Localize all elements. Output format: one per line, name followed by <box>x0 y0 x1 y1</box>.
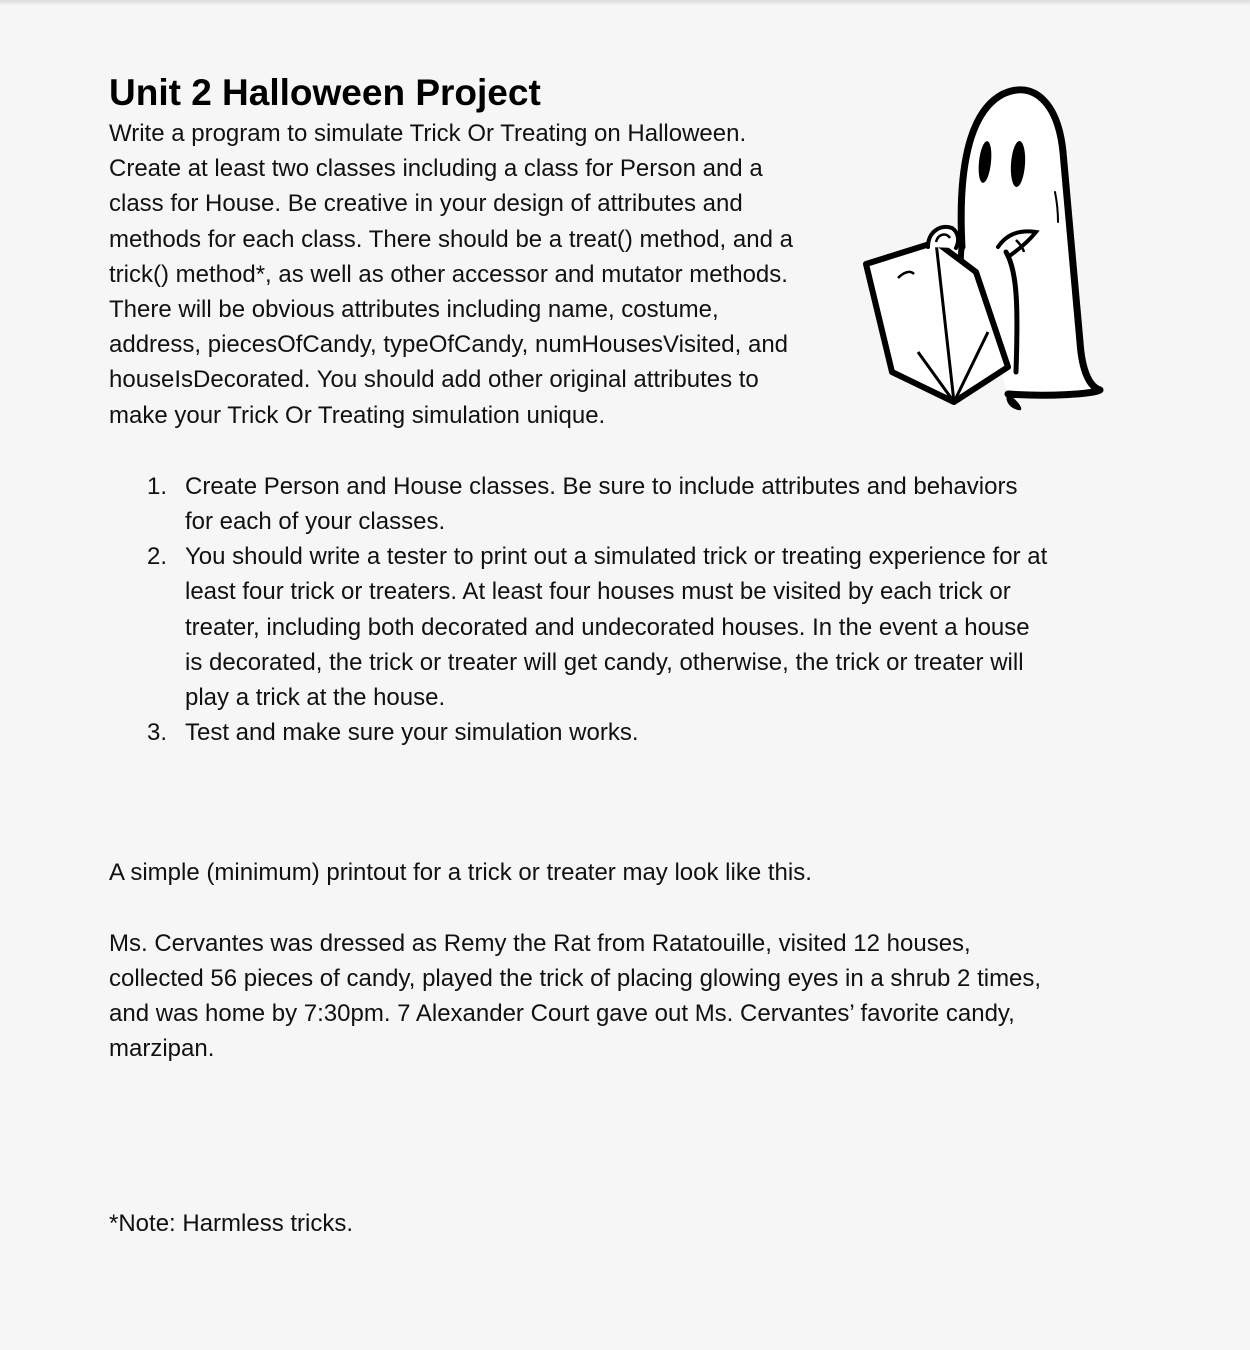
step-line: is decorated, the trick or treater will get candy, otherwise, the trick or treater will <box>185 648 1024 676</box>
step-item-1 <box>109 469 1119 539</box>
step-item-3 <box>109 715 1119 750</box>
ghost-with-candy-bag-icon <box>858 82 1108 417</box>
sample-line: collected 56 pieces of candy, played the trick of placing glowing eyes in a shrub 2 times, <box>109 964 1042 992</box>
sample-line: marzipan. <box>109 1035 215 1063</box>
sample-line: and was home by 7:30pm. 7 Alexander Court gave out Ms. Cervantes’ favorite candy, <box>109 1000 1015 1028</box>
step-line: Create Person and House classes. Be sure to include attributes and behaviors <box>185 472 1018 500</box>
step-line: play a trick at the house. <box>185 684 446 712</box>
footnote: *Note: Harmless tricks. <box>109 1210 354 1238</box>
page-top-shadow <box>0 0 1250 6</box>
intro-line: trick() method*, as well as other accessor and mutator methods. <box>109 260 788 288</box>
intro-line: Write a program to simulate Trick Or Treating on Halloween. <box>109 120 747 147</box>
steps-list <box>109 469 1119 751</box>
page-title: Unit 2 Halloween Project <box>109 72 541 113</box>
step-number: 3. <box>147 719 168 747</box>
intro-line: address, piecesOfCandy, typeOfCandy, numHousesVisited, and <box>109 331 789 359</box>
intro-line: make your Trick Or Treating simulation unique. <box>109 401 606 429</box>
step-line: least four trick or treaters. At least four houses must be visited by each trick or <box>185 578 1011 606</box>
intro-line: Create at least two classes including a class for Person and a <box>109 155 763 183</box>
step-number: 1. <box>147 472 168 500</box>
intro-paragraph <box>109 116 859 433</box>
intro-line: methods for each class. There should be a treat() method, and a <box>109 225 793 253</box>
sample-intro: A simple (minimum) printout for a trick or treater may look like this. <box>109 859 812 887</box>
sample-line: Ms. Cervantes was dressed as Remy the Rat from Ratatouille, visited 12 houses, <box>109 929 971 957</box>
sample-output-paragraph <box>109 926 1119 1067</box>
intro-line: houseIsDecorated. You should add other original attributes to <box>109 366 759 394</box>
step-number: 2. <box>147 543 168 571</box>
step-line: You should write a tester to print out a simulated trick or treating experience for at <box>185 543 1048 571</box>
step-line: for each of your classes. <box>185 508 446 536</box>
step-item-2 <box>109 539 1119 715</box>
intro-line: There will be obvious attributes including name, costume, <box>109 296 719 324</box>
intro-line: class for House. Be creative in your design of attributes and <box>109 190 743 218</box>
step-line: Test and make sure your simulation works. <box>185 719 639 747</box>
step-line: treater, including both decorated and undecorated houses. In the event a house <box>185 613 1030 641</box>
